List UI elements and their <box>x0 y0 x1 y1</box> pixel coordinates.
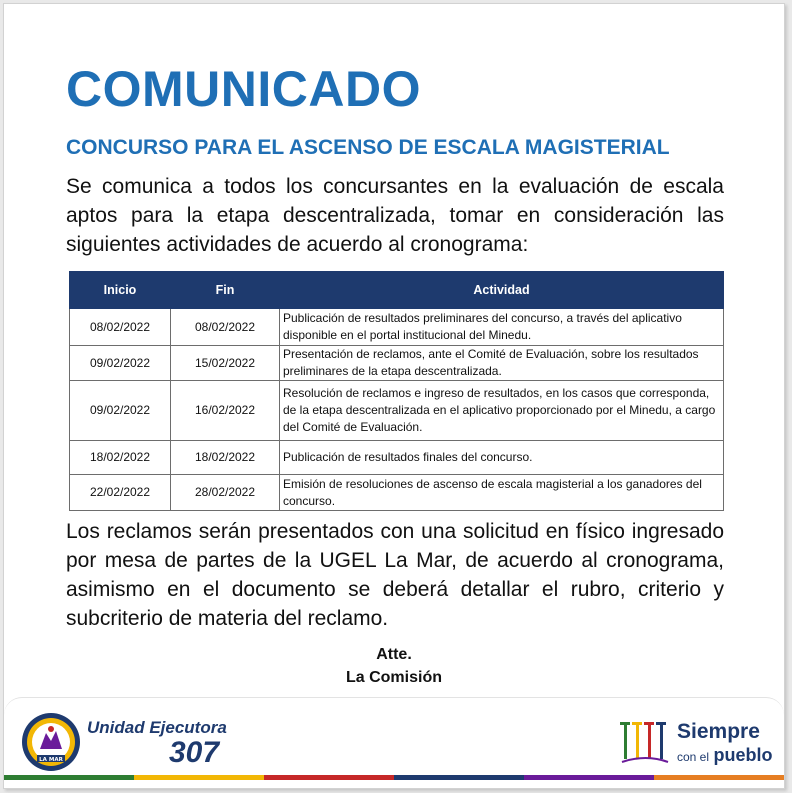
unit-number: 307 <box>169 736 220 769</box>
page-title: COMUNICADO <box>66 61 421 117</box>
table-row <box>70 346 724 381</box>
cell-inicio: 18/02/2022 <box>70 441 171 475</box>
brand-line2 <box>677 745 772 766</box>
table-row <box>70 475 724 511</box>
page-subtitle: CONCURSO PARA EL ASCENSO DE ESCALA MAGISTERIAL <box>66 136 670 159</box>
table-row <box>70 441 724 475</box>
cell-actividad: Publicación de resultados preliminares del concurso, a través del aplicativo disponible en el portal institucional del Minedu. <box>280 309 724 346</box>
table-row <box>70 381 724 441</box>
cell-actividad: Resolución de reclamos e ingreso de resultados, en los casos que corresponda, de la etapa descentralizada en el aplicativo proporcionado por el Minedu, a cargo del Comité de Evaluación. <box>280 381 724 441</box>
brand-big: pueblo <box>713 745 773 765</box>
footer-banner <box>4 697 784 789</box>
closing-signature: La Comisión <box>345 669 442 686</box>
cell-inicio: 09/02/2022 <box>70 346 171 381</box>
header-inicio: Inicio <box>70 272 171 309</box>
cell-actividad: Emisión de resoluciones de ascenso de escala magisterial a los ganadores del concurso. <box>280 475 724 511</box>
color-band <box>4 775 784 780</box>
closing-atte: Atte. <box>376 646 412 663</box>
cell-inicio: 22/02/2022 <box>70 475 171 511</box>
cell-fin: 15/02/2022 <box>171 346 280 381</box>
header-actividad: Actividad <box>280 272 724 309</box>
unit-label: Unidad Ejecutora <box>87 718 227 737</box>
cell-fin: 16/02/2022 <box>171 381 280 441</box>
document-page <box>3 3 785 789</box>
cell-inicio: 08/02/2022 <box>70 309 171 346</box>
schedule-table <box>69 271 724 511</box>
cell-actividad: Publicación de resultados finales del concurso. <box>280 441 724 475</box>
note-paragraph: Los reclamos serán presentados con una solicitud en físico ingresado por mesa de partes de la UGEL La Mar, de acuerdo al cronograma, asimismo en el documento se deberá detallar el rubro, criterio y subcriterio de materia del reclamo. <box>66 520 724 630</box>
intro-paragraph: Se comunica a todos los concursantes en la evaluación de escala aptos para la etapa descentralizada, tomar en consideración las siguientes actividades de acuerdo al cronograma: <box>66 175 724 256</box>
cell-fin: 28/02/2022 <box>171 475 280 511</box>
seal-icon <box>20 711 82 773</box>
table-header-row <box>70 272 724 309</box>
brand-line1: Siempre <box>677 720 760 743</box>
header-fin: Fin <box>171 272 280 309</box>
cell-inicio: 09/02/2022 <box>70 381 171 441</box>
cell-actividad: Presentación de reclamos, ante el Comité de Evaluación, sobre los resultados preliminares de la etapa descentralizada. <box>280 346 724 381</box>
brand-figures-icon <box>618 720 674 766</box>
seal-text: LA MAR <box>39 757 63 763</box>
cell-fin: 08/02/2022 <box>171 309 280 346</box>
cell-fin: 18/02/2022 <box>171 441 280 475</box>
table-row <box>70 309 724 346</box>
brand-small: con el <box>677 750 710 764</box>
